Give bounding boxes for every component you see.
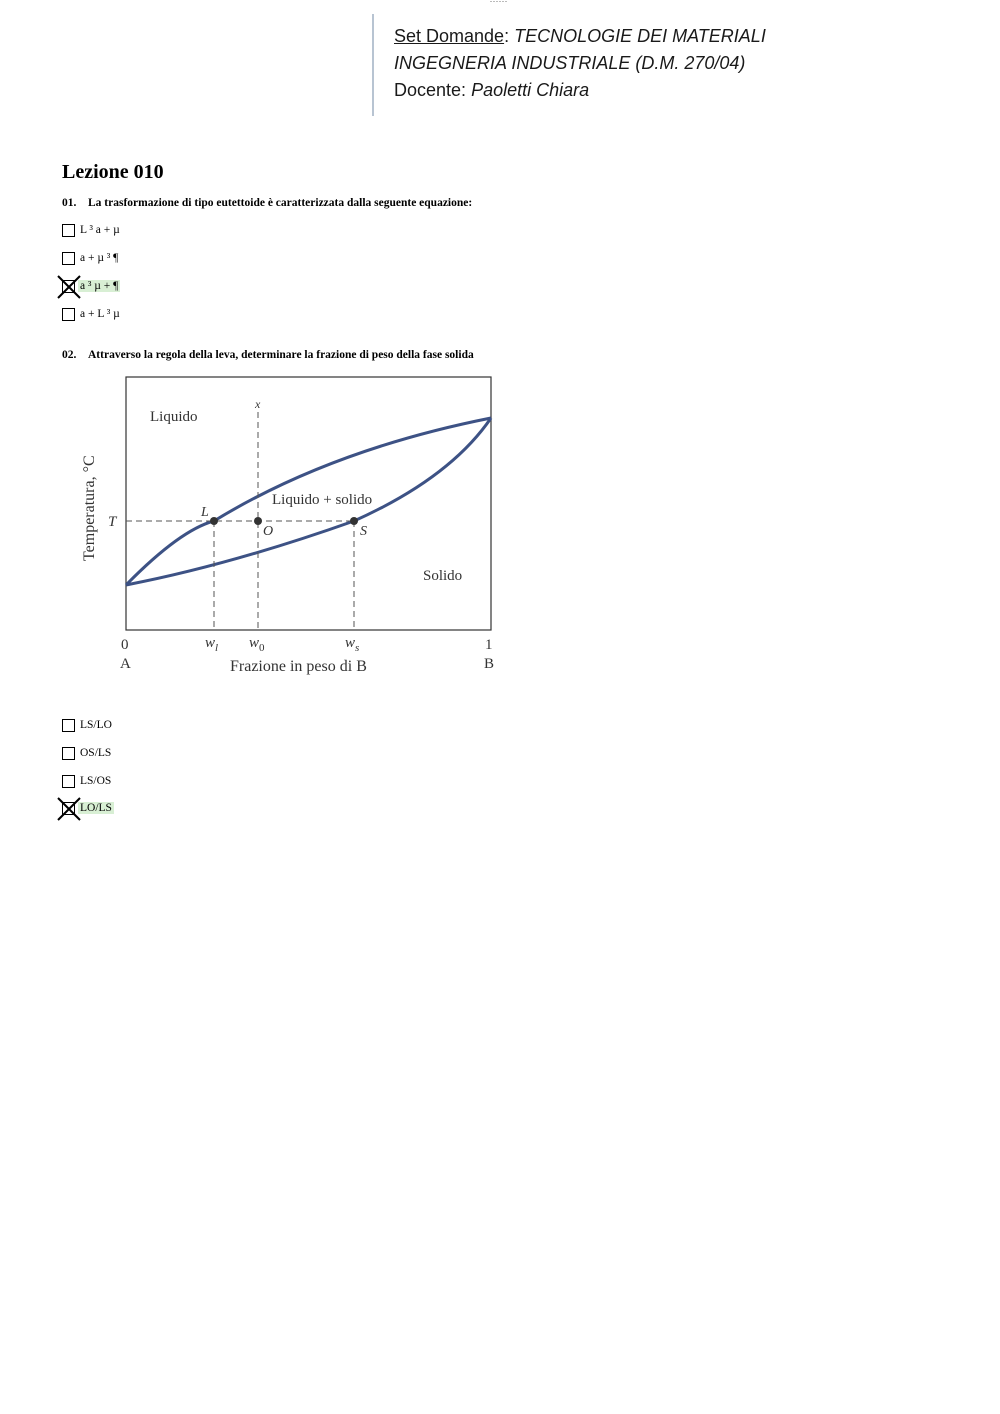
question-text: Attraverso la regola della leva, determinare la frazione di peso della fase solida (88, 349, 474, 361)
page-marker (490, 0, 508, 3)
answer-text: OS/LS (80, 747, 112, 759)
answer-text-correct: a ³ µ + ¶ (80, 280, 119, 292)
x-axis-label: Frazione in peso di B (230, 658, 367, 675)
answer-text: LS/LO (80, 719, 112, 731)
tick-ws: $w_s$ (345, 635, 360, 654)
answer-option[interactable] (62, 222, 122, 238)
point-S-label: S (360, 524, 367, 539)
question-text: La trasformazione di tipo eutettoide è caratterizzata dalla seguente equazione: (88, 197, 473, 209)
question-02 (62, 349, 474, 361)
point-O-label: O (263, 524, 274, 539)
y-axis-label: Temperatura, °C (81, 455, 98, 561)
course-degree: INGEGNERIA INDUSTRIALE (D.M. 270/04) (394, 53, 746, 73)
answer-option-selected[interactable] (62, 800, 114, 816)
answer-text: L ³ a + µ (80, 224, 120, 236)
answer-option[interactable] (62, 250, 120, 266)
answer-checkbox-checked[interactable] (62, 802, 75, 815)
end-B: B (484, 656, 495, 672)
answer-text: a + L ³ µ (80, 308, 120, 320)
answer-checkbox[interactable] (62, 719, 75, 732)
set-domande-label: Set Domande (394, 26, 505, 46)
answer-option[interactable] (62, 306, 122, 322)
tick-wl: $w_l$ (205, 635, 219, 654)
answer-checkbox[interactable] (62, 308, 75, 321)
t-label: T (108, 514, 117, 530)
teacher-name: Paoletti Chiara (471, 80, 590, 100)
teacher-label: Docente: (394, 80, 467, 100)
x-label: x (255, 397, 261, 411)
answer-text-correct: LO/LS (80, 802, 112, 814)
answer-option-selected[interactable] (62, 278, 120, 294)
end-A: A (120, 656, 131, 672)
question-01 (62, 197, 472, 209)
point-S-marker (350, 517, 358, 525)
point-L-marker (210, 517, 218, 525)
answer-checkbox-checked[interactable] (62, 280, 75, 293)
tick-0: 0 (121, 637, 129, 653)
answer-checkbox[interactable] (62, 747, 75, 760)
answer-option[interactable] (62, 717, 114, 733)
point-L-label: L (201, 505, 209, 520)
answer-option[interactable] (62, 745, 113, 761)
answer-checkbox[interactable] (62, 224, 75, 237)
lesson-title: Lezione 010 (62, 161, 164, 183)
tick-1: 1 (485, 637, 493, 653)
answer-text: a + µ ³ ¶ (80, 252, 119, 264)
header-set-line: Set Domande: TECNOLOGIE DEI MATERIALI (394, 26, 766, 46)
answer-text: LS/OS (80, 775, 112, 787)
point-O-marker (254, 517, 262, 525)
region-solid: Solido (423, 568, 463, 584)
phase-diagram (70, 370, 500, 682)
course-header (372, 14, 814, 116)
answer-checkbox[interactable] (62, 252, 75, 265)
region-liquid: Liquido (150, 409, 198, 425)
tick-w0: $w_0$ (249, 635, 265, 654)
course-name: TECNOLOGIE DEI MATERIALI (514, 26, 766, 46)
answer-option[interactable] (62, 773, 113, 789)
answer-checkbox[interactable] (62, 775, 75, 788)
region-mixed: Liquido + solido (272, 492, 373, 508)
question-number: 02. (62, 349, 77, 361)
header-teacher-line (394, 80, 589, 101)
question-number: 01. (62, 197, 77, 209)
